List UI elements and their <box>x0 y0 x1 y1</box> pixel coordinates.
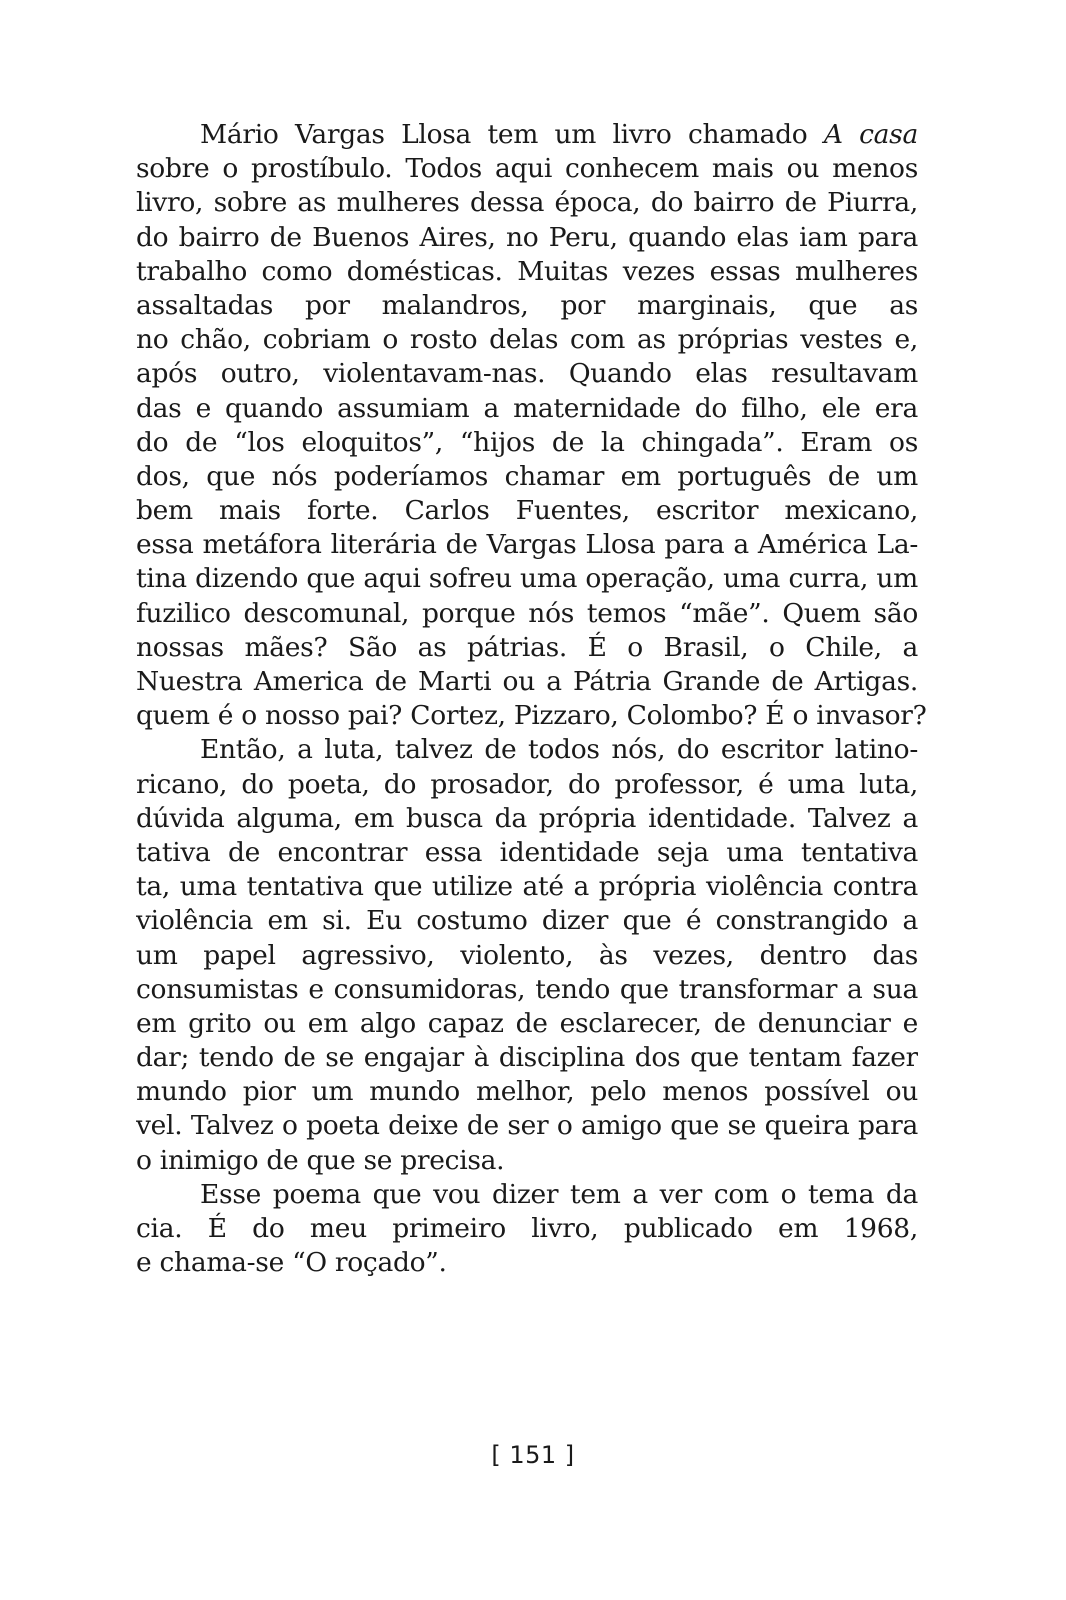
text-run: e chama-se “O roçado”. <box>136 1247 447 1279</box>
text-line <box>136 836 918 870</box>
text-line <box>136 1041 918 1075</box>
text-run: bem mais forte. Carlos Fuentes, escritor mexicano, <box>136 495 918 527</box>
text-run: trabalho como domésticas. Muitas vezes essas mulheres <box>136 255 918 287</box>
text-line <box>136 802 918 836</box>
body-text <box>136 118 927 1280</box>
text-run: Nuestra America de Marti ou a Pátria Grande de Artigas. <box>136 666 918 697</box>
text-run: Então, a luta, talvez de todos nós, do escritor latino- <box>200 734 918 766</box>
text-line <box>136 392 918 426</box>
text-run: mundo pior um mundo melhor, pelo menos possível ou <box>136 1076 918 1108</box>
text-line <box>136 870 918 904</box>
text-run: consumistas e consumidoras, tendo que transformar a sua <box>136 973 918 1005</box>
text-line <box>136 186 918 220</box>
text-run: dos, que nós poderíamos chamar em português de um <box>136 460 918 492</box>
text-line <box>136 597 918 631</box>
text-line <box>136 255 918 289</box>
text-line <box>136 1109 918 1143</box>
text-line <box>136 1007 918 1041</box>
text-line <box>136 904 918 938</box>
text-run: Esse poema que vou dizer tem a ver com o tema da <box>200 1178 918 1210</box>
text-line <box>136 528 918 562</box>
text-run: no chão, cobriam o rosto delas com as próprias vestes e, <box>136 324 918 356</box>
text-run: das e quando assumiam a maternidade do filho, ele era <box>136 392 918 424</box>
paragraph <box>136 1178 918 1281</box>
text-run: o inimigo de que se precisa. <box>136 1144 505 1176</box>
text-line <box>136 323 918 357</box>
text-line <box>136 1144 918 1178</box>
text-run: tina dizendo que aqui sofreu uma operação, uma curra, um <box>136 563 918 595</box>
text-line <box>136 733 918 767</box>
text-line <box>136 1178 918 1212</box>
text-run: dúvida alguma, em busca da própria identidade. Talvez a <box>136 802 918 834</box>
text-line <box>136 768 918 802</box>
text-run: vel. Talvez o poeta deixe de ser o amigo que se queira para <box>136 1110 918 1142</box>
text-line <box>136 562 918 596</box>
text-run: em grito ou em algo capaz de esclarecer, de denunciar e <box>136 1007 918 1039</box>
text-line <box>136 1246 918 1280</box>
text-run: tativa de encontrar essa identidade seja uma tentativa <box>136 836 918 868</box>
text-run: após outro, violentavam-nas. Quando elas resultavam <box>136 358 918 390</box>
page-number: [ 151 ] <box>491 1441 575 1469</box>
text-line <box>136 221 918 255</box>
text-line <box>136 1212 918 1246</box>
text-line <box>136 631 918 665</box>
text-line <box>136 699 927 733</box>
text-line <box>136 1075 918 1109</box>
text-line <box>136 939 918 973</box>
text-line <box>136 426 918 460</box>
text-run: violência em si. Eu costumo dizer que é constrangido a <box>136 905 918 937</box>
text-run: fuzilico descomunal, porque nós temos “mãe”. Quem são <box>136 597 918 629</box>
text-run: um papel agressivo, violento, às vezes, dentro das <box>136 939 918 971</box>
text-line <box>136 289 918 323</box>
text-line <box>136 494 918 528</box>
text-run: essa metáfora literária de Vargas Llosa para a América La- <box>136 529 918 561</box>
text-run: livro, sobre as mulheres dessa época, do bairro de Piurra, <box>136 187 918 219</box>
text-line <box>136 152 918 186</box>
text-line <box>136 460 918 494</box>
text-line <box>136 973 918 1007</box>
italic-title: A casa <box>823 119 918 150</box>
text-line <box>136 118 918 152</box>
text-line <box>136 665 918 699</box>
text-run: ta, uma tentativa que utilize até a própria violência contra <box>136 871 918 903</box>
text-run: sobre o prostíbulo. Todos aqui conhecem mais ou menos <box>136 153 918 185</box>
paragraph <box>136 118 927 733</box>
text-run: Mário Vargas Llosa tem um livro chamado <box>200 119 824 150</box>
text-run: ricano, do poeta, do prosador, do professor, é uma luta, <box>136 768 918 800</box>
text-run: do de “los eloquitos”, “hijos de la chingada”. Eram os <box>136 426 918 458</box>
text-run: do bairro de Buenos Aires, no Peru, quando elas iam para <box>136 221 918 253</box>
text-run: quem é o nosso pai? Cortez, Pizzaro, Colombo? É o invasor? <box>136 700 927 732</box>
paragraph <box>136 733 918 1177</box>
text-run: nossas mães? São as pátrias. É o Brasil, o Chile, a <box>136 631 918 663</box>
text-line <box>136 357 918 391</box>
text-run: assaltadas por malandros, por marginais, que as <box>136 289 918 321</box>
text-run: dar; tendo de se engajar à disciplina dos que tentam fazer <box>136 1042 918 1074</box>
text-run: cia. É do meu primeiro livro, publicado em 1968, <box>136 1213 918 1244</box>
